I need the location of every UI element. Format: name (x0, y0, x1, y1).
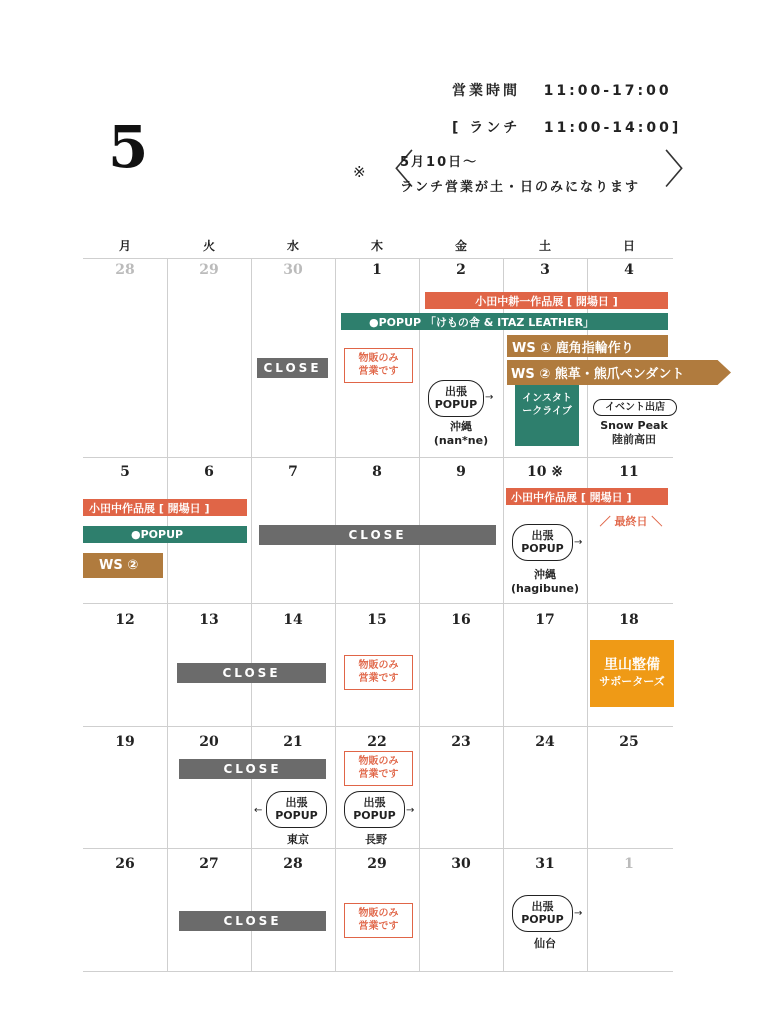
sales-only-line1: 物販のみ (358, 660, 399, 671)
day-number: 16 (451, 612, 471, 628)
dispatch-line1: 出張 (531, 900, 554, 913)
day-number: 13 (199, 612, 219, 628)
dispatch-line2: POPUP (353, 809, 396, 822)
arrow-right-icon: → (574, 537, 583, 548)
day-number: 24 (535, 734, 555, 750)
day-number: 20 (199, 734, 219, 750)
grid-line (83, 457, 673, 458)
hours-label: 営業時間 (452, 83, 520, 99)
satoyama-line1: 里山整備 (604, 657, 660, 673)
weekday-sun: 日 (622, 239, 635, 253)
dispatch-popup-bubble[interactable] (512, 895, 573, 932)
sales-only-line2: 営業です (358, 673, 399, 684)
sales-only-badge (344, 655, 413, 690)
sales-only-badge (344, 751, 413, 786)
day-number: 29 (367, 856, 387, 872)
grid-line (83, 971, 673, 972)
day-number: 21 (283, 734, 303, 750)
day-number: 19 (115, 734, 135, 750)
lunch-label: [ ランチ (452, 120, 521, 136)
day-number: 6 (204, 464, 214, 480)
bracket-left-icon: 〈 (374, 147, 414, 193)
dispatch-line1: 出張 (285, 796, 308, 809)
hours-value: 11:00-17:00 (543, 83, 672, 99)
day-number: 28 (115, 262, 135, 278)
day-number: 30 (283, 262, 303, 278)
day-number: 28 (283, 856, 303, 872)
day-number: 15 (367, 612, 387, 628)
sales-only-line1: 物販のみ (358, 908, 399, 919)
day-number: 5 (120, 464, 130, 480)
month-number: 5 (108, 113, 149, 181)
day-number: 22 (367, 734, 387, 750)
bracket-right-icon: 〉 (664, 147, 704, 193)
day-number: 8 (372, 464, 382, 480)
dispatch-line1: 出張 (363, 796, 386, 809)
lunch-hours (452, 117, 681, 137)
popup-event-bar[interactable]: ●POPUP 「けもの舎 & ITAZ LEATHER」 (341, 313, 668, 330)
dispatch-popup-bubble[interactable] (512, 524, 573, 561)
location-nan-ne: (nan*ne) (433, 434, 489, 447)
grid-line (83, 848, 673, 849)
dispatch-popup-bubble[interactable] (428, 380, 484, 417)
dispatch-line2: POPUP (521, 542, 564, 555)
day-number: 1 (372, 262, 382, 278)
dispatch-line2: POPUP (275, 809, 318, 822)
location-nagano: 長野 (365, 833, 387, 846)
day-number: 1 (624, 856, 634, 872)
close-bar: CLOSE (259, 525, 496, 545)
sales-only-line2: 営業です (358, 366, 399, 377)
weekday-sat: 土 (538, 239, 551, 253)
dispatch-line1: 出張 (531, 529, 554, 542)
dispatch-popup-bubble[interactable] (266, 791, 327, 828)
day-number: 29 (199, 262, 219, 278)
close-bar: CLOSE (179, 911, 326, 931)
exhibition-open-bar[interactable]: 小田中耕一作品展 [ 開場日 ] (425, 292, 668, 309)
dispatch-popup-bubble[interactable] (344, 791, 405, 828)
event-shop-place: 陸前高田 (612, 433, 656, 446)
weekday-mon: 月 (118, 239, 131, 253)
sales-only-line2: 営業です (358, 769, 399, 780)
sales-only-line1: 物販のみ (358, 756, 399, 767)
sales-only-line1: 物販のみ (358, 353, 399, 364)
business-hours (452, 80, 672, 100)
insta-live-block[interactable]: インスタトークライブ (515, 385, 579, 446)
day-number: 2 (456, 262, 466, 278)
popup-event-bar[interactable]: ●POPUP (83, 526, 247, 543)
location-tokyo: 東京 (287, 833, 309, 846)
grid-line (83, 726, 673, 727)
event-shop-name: Snow Peak (600, 419, 668, 432)
satoyama-event-block[interactable] (590, 640, 674, 707)
note-mark: ※ (353, 163, 366, 181)
close-bar: CLOSE (179, 759, 326, 779)
close-bar: CLOSE (257, 358, 328, 378)
lunch-value: 11:00-14:00] (543, 120, 682, 136)
workshop-1-bar[interactable]: WS ① 鹿角指輪作り (507, 335, 668, 357)
day-number: 9 (456, 464, 466, 480)
location-okinawa: 沖縄 (534, 568, 556, 581)
sales-only-badge (344, 903, 413, 938)
day-number: 18 (619, 612, 639, 628)
workshop-2-bar[interactable]: WS ② 熊革・熊爪ペンダント (511, 367, 685, 382)
satoyama-line2: サポーターズ (599, 675, 665, 688)
day-number: 10 ※ (526, 464, 564, 480)
dispatch-line2: POPUP (521, 913, 564, 926)
day-number: 7 (288, 464, 298, 480)
day-number: 26 (115, 856, 135, 872)
day-number: 17 (535, 612, 555, 628)
day-number: 14 (283, 612, 303, 628)
day-number: 31 (535, 856, 555, 872)
grid-line (83, 603, 673, 604)
arrow-right-icon: → (406, 805, 415, 816)
sales-only-badge (344, 348, 413, 383)
dispatch-line2: POPUP (434, 398, 478, 411)
dispatch-location (419, 420, 503, 448)
weekday-thu: 木 (370, 239, 383, 253)
note-line-2: ランチ営業が土・日のみになります (400, 180, 641, 195)
weekday-tue: 火 (202, 239, 215, 253)
last-day-label: ／ 最終日 ＼ (599, 515, 663, 528)
sales-only-line2: 営業です (358, 921, 399, 932)
day-number: 27 (199, 856, 219, 872)
exhibition-open-bar[interactable]: 小田中作品展 [ 開場日 ] (506, 488, 668, 505)
note-line-1: 5月10日〜 (400, 155, 479, 170)
event-shop-badge: イベント出店 (593, 399, 677, 416)
location-sendai: 仙台 (534, 937, 556, 950)
day-number: 11 (619, 464, 639, 480)
close-bar: CLOSE (177, 663, 326, 683)
workshop-2-bar[interactable]: WS ② (83, 553, 163, 578)
location-okinawa: 沖縄 (450, 420, 472, 433)
arrow-right-icon: → (485, 392, 494, 403)
day-number: 23 (451, 734, 471, 750)
grid-line (83, 258, 673, 259)
day-number: 3 (540, 262, 550, 278)
day-number: 4 (624, 262, 634, 278)
day-number: 25 (619, 734, 639, 750)
weekday-fri: 金 (454, 239, 467, 253)
day-number: 12 (115, 612, 135, 628)
day-number: 30 (451, 856, 471, 872)
event-shop-info (588, 419, 680, 447)
weekday-wed: 水 (286, 239, 299, 253)
arrow-right-icon: → (574, 908, 583, 919)
exhibition-open-bar[interactable]: 小田中作品展 [ 開場日 ] (83, 499, 247, 516)
dispatch-location (503, 568, 587, 596)
location-hagibune: (hagibune) (511, 582, 579, 595)
arrow-left-icon: ← (254, 805, 263, 816)
dispatch-line1: 出張 (445, 385, 467, 398)
